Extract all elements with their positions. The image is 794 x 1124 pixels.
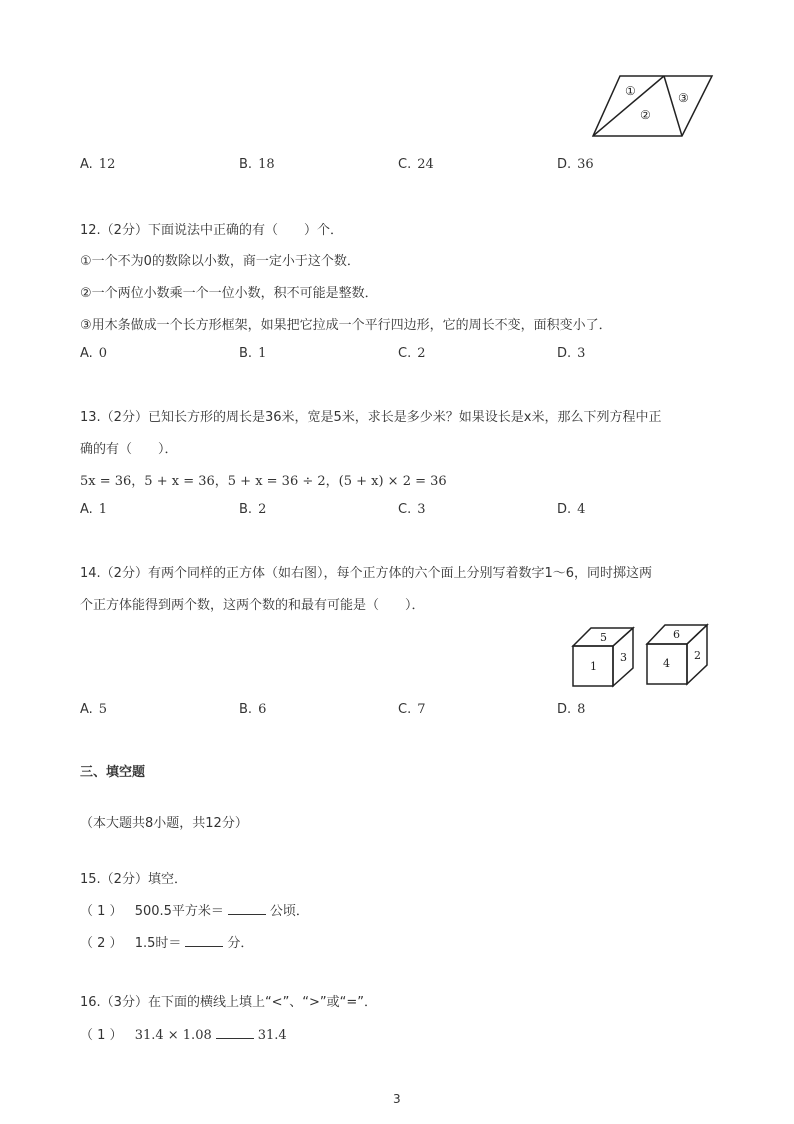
option-letter: D. [557,157,572,172]
option-letter: B. [239,346,253,361]
option-value: 6 [258,702,267,717]
parallelogram-figure [588,72,716,142]
option-letter: C. [398,346,412,361]
option-letter: C. [398,702,412,717]
option-value: 4 [577,502,586,517]
cube-2-top: 6 [673,628,680,641]
cube-2-right: 2 [694,649,701,662]
section-note: （本大题共8小题，共12分） [80,816,248,831]
option-value: 3 [577,346,586,361]
cube-1-right: 3 [620,651,627,664]
q12-stem: 12.（2分）下面说法中正确的有（ ）个． [80,223,343,238]
option-letter: C. [398,502,412,517]
option-value: 5 [98,702,108,717]
cube-1-front: 1 [590,660,597,673]
option-letter: C. [398,157,412,172]
q12-option-c[interactable] [398,346,426,361]
option-value: 12 [98,157,116,172]
q13-option-b[interactable] [239,502,266,517]
q15-part-2 [80,932,253,951]
q15-part-1 [80,900,309,919]
part-text-before: 31.4 × 1.08 [134,1028,212,1043]
option-letter: A. [80,502,93,517]
option-letter: D. [557,702,572,717]
answer-blank[interactable] [216,1026,254,1039]
q16-stem: 16.（3分）在下面的横线上填上“<”、“>”或“=”． [80,995,378,1010]
option-value: 1 [98,502,108,517]
cube-1-top: 5 [600,631,607,644]
q12-option-d[interactable] [557,346,585,361]
option-value: 3 [417,502,426,517]
q13-equations: 5x = 36，5 + x = 36，5 + x = 36 ÷ 2，(5 + x) × 2 = 36 [80,474,447,489]
option-value: 7 [417,702,426,717]
part-text-after: 31.4 [257,1028,287,1043]
part-text-before: 1.5时＝ [134,936,182,951]
option-value: 2 [417,346,426,361]
q14-option-d[interactable] [557,702,585,717]
q11-option-b[interactable] [239,157,275,172]
q12-statement-3: ③用木条做成一个长方形框架，如果把它拉成一个平行四边形，它的周长不变，面积变小了． [80,318,612,333]
q16-part-1 [80,1024,287,1043]
part-text-after: 公顷． [269,904,309,919]
q14-stem-line2: 个正方体能得到两个数，这两个数的和最有可能是（ ）． [80,598,425,613]
option-letter: D. [557,502,572,517]
cube-2-front: 4 [663,657,670,670]
option-value: 8 [577,702,586,717]
answer-blank[interactable] [228,902,266,915]
option-letter: A. [80,157,93,172]
q14-option-c[interactable] [398,702,426,717]
q13-stem-line1: 13.（2分）已知长方形的周长是36米，宽是5米，求长是多少米？如果设长是x米，那么下列方程中正 [80,410,662,425]
option-letter: D. [557,346,572,361]
figure-label-2: ② [640,108,651,122]
option-letter: B. [239,702,253,717]
option-letter: A. [80,346,93,361]
q14-option-a[interactable] [80,702,107,717]
option-letter: B. [239,502,253,517]
q13-stem-line2: 确的有（ ）． [80,442,178,457]
option-value: 0 [98,346,108,361]
option-value: 24 [417,157,434,172]
q13-option-c[interactable] [398,502,426,517]
option-letter: A. [80,702,93,717]
q11-option-c[interactable] [398,157,434,172]
option-value: 36 [577,157,594,172]
part-text-before: 500.5平方米＝ [134,904,224,919]
cubes-figure [570,622,712,690]
option-letter: B. [239,157,253,172]
q11-option-d[interactable] [557,157,594,172]
figure-label-1: ① [625,84,636,98]
q15-stem: 15.（2分）填空． [80,872,187,887]
part-text-after: 分． [227,936,254,951]
section-title: 三、填空题 [80,765,146,780]
q14-stem-line1: 14.（2分）有两个同样的正方体（如右图），每个正方体的六个面上分别写着数字1～6，同时掷这两 [80,566,652,581]
part-label: （ 1 ） [80,904,123,919]
q11-option-a[interactable] [80,157,115,172]
page-number: 3 [393,1092,401,1106]
q12-statement-2: ②一个两位小数乘一个一位小数，积不可能是整数． [80,286,378,301]
q14-option-b[interactable] [239,702,266,717]
q12-option-b[interactable] [239,346,266,361]
q13-option-d[interactable] [557,502,585,517]
answer-blank[interactable] [185,934,223,947]
part-label: （ 2 ） [80,936,123,951]
option-value: 1 [258,346,267,361]
q12-statement-1: ①一个不为0的数除以小数，商一定小于这个数． [80,254,360,269]
option-value: 18 [258,157,275,172]
figure-label-3: ③ [678,91,689,105]
part-label: （ 1 ） [80,1028,123,1043]
q13-option-a[interactable] [80,502,107,517]
q12-option-a[interactable] [80,346,107,361]
option-value: 2 [258,502,267,517]
